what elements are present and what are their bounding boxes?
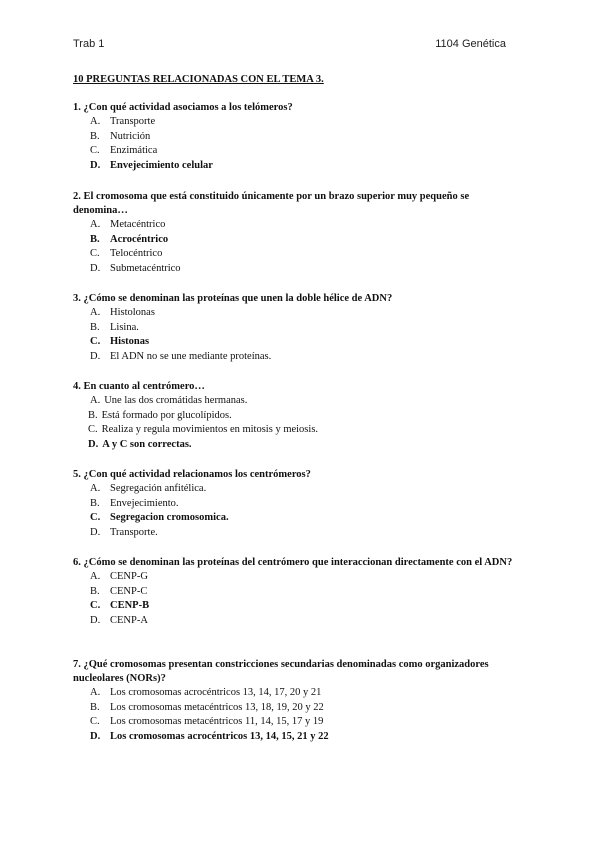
option-b-correct: B. Acrocéntrico xyxy=(90,233,169,245)
option-d: D. Transporte. xyxy=(90,526,158,538)
option-a: A. Histolonas xyxy=(90,307,155,318)
option-a: A. Metacéntrico xyxy=(90,219,166,230)
option-c-correct: C. CENP-B xyxy=(90,600,150,612)
question-text: 6. ¿Cómo se denominan las proteínas del centrómero que interaccionan directamente con el ADN? xyxy=(73,557,513,568)
question-3 xyxy=(73,292,513,364)
question-text: 3. ¿Cómo se denominan las proteínas que unen la doble hélice de ADN? xyxy=(73,293,393,304)
question-text: 5. ¿Con qué actividad relacionamos los centrómeros? xyxy=(73,469,311,480)
question-2 xyxy=(73,190,513,276)
question-text: 7. ¿Qué cromosomas presentan constricciones secundarias denominadas como organizadores nucleolares (NORs)? xyxy=(73,659,489,684)
option-b: B. Envejecimiento. xyxy=(90,497,179,509)
option-d: D. El ADN no se une mediante proteínas. xyxy=(90,350,272,362)
header-left: Trab 1 xyxy=(73,38,105,50)
header-right: 1104 Genética xyxy=(435,38,506,50)
option-d: D. CENP-A xyxy=(90,614,148,626)
question-text: 1. ¿Con qué actividad asociamos a los telómeros? xyxy=(73,102,293,113)
option-b: B. Nutrición xyxy=(90,130,151,142)
option-c: C. Enzimática xyxy=(90,145,158,157)
document-title: 10 PREGUNTAS RELACIONADAS CON EL TEMA 3. xyxy=(73,74,324,85)
option-a: A. Los cromosomas acrocéntricos 13, 14, 17, 20 y 21 xyxy=(90,687,322,698)
option-b: B. CENP-C xyxy=(90,585,148,597)
question-text: 2. El cromosoma que está constituido únicamente por un brazo superior muy pequeño se denomina… xyxy=(73,191,470,216)
question-text: 4. En cuanto al centrómero… xyxy=(73,381,205,392)
question-6 xyxy=(73,556,513,628)
option-d-correct: D. Envejecimiento celular xyxy=(90,159,213,171)
option-b: B. Los cromosomas metacéntricos 13, 18, 19, 20 y 22 xyxy=(90,701,324,713)
option-a: A. Segregación anfitélica. xyxy=(90,483,207,494)
option-d: D. Submetacéntrico xyxy=(90,262,181,274)
option-a: A. Une las dos cromátidas hermanas. xyxy=(90,395,248,406)
question-5 xyxy=(73,468,513,540)
option-c: C. Telocéntrico xyxy=(90,248,163,260)
question-4 xyxy=(73,380,513,452)
option-c: C. Los cromosomas metacéntricos 11, 14, 15, 17 y 19 xyxy=(90,716,324,728)
option-c-correct: C. Histonas xyxy=(90,336,150,348)
option-b: B. Está formado por glucolípidos. xyxy=(88,409,232,421)
option-d-correct: D. A y C son correctas. xyxy=(88,438,192,450)
option-c: C. Realiza y regula movimientos en mitosis y meiosis. xyxy=(88,424,319,436)
question-7 xyxy=(73,658,513,744)
option-a: A. Transporte xyxy=(90,116,156,127)
option-c-correct: C. Segregacion cromosomica. xyxy=(90,512,229,524)
option-b: B. Lisina. xyxy=(90,321,139,333)
question-1 xyxy=(73,101,513,173)
option-a: A. CENP-G xyxy=(90,571,148,582)
option-d-correct: D. Los cromosomas acrocéntricos 13, 14, 15, 21 y 22 xyxy=(90,730,329,742)
